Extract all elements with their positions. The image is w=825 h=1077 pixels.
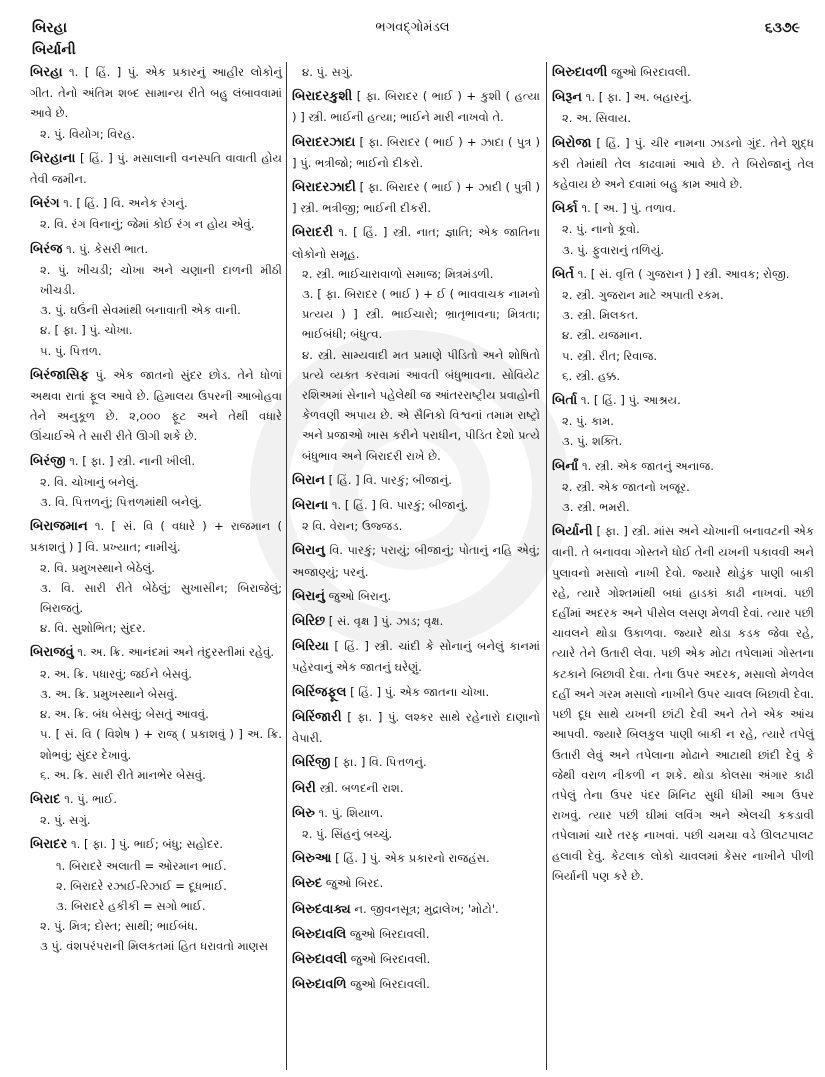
sense-definition: ૫. [ સં. વિ ( વિશેષ ) + રાજ્ ( પ્રકાશવું ) ] અ. ક્રિ. શોભવું; સુંદર દેખાવું. [40,727,282,762]
definition-text: વિ. પારકું; પરાયું; બીજાનું; પોતાનું નહિ એવું; અજાણ્યું; પરનું. [292,543,540,579]
sense-definition: ૩. વિ. પિત્તળનું; પિત્તળમાંથી બનેલું. [40,495,202,510]
definition-text: ૧. [ અ. ] પું. તળાવ. [581,201,676,216]
dictionary-entry [30,834,282,956]
entry-first-line [292,803,540,824]
sub-sense: ૧. બિરાદરે અલાતી = ઓરમાન ભાઈ. [56,858,227,873]
dictionary-entry [552,133,814,195]
definition-text: ૧. [ ફા. ] અ. બહારનું. [585,90,692,105]
headword: બિરાનું [292,588,325,604]
sense-definition: ૨. વિ. રંગ વિનાનું; જેમાં કોઈ રંગ ન હોય એવું. [40,217,255,232]
definition-text: ૧. [ સં. વૃત્તિ ( ગુજરાન ) ] સ્ત્રી. આવક; રોજી. [577,266,790,281]
definition-text: [ હિં. ] પું. એક જાતના ચોખા. [350,684,490,699]
sense-definition: ૩ પું. વંશપરંપરાની મિલકતમાં હિત ધરાવતો માણસ [40,939,269,954]
sense-definition: ૪. સ્ત્રી. સામ્યવાદી મત પ્રમાણે પીડિતો અને શોષિતો પ્રત્યે વ્યક્ત કરવામાં આવતી બંધુભાવના. સોવિયેટ રશિઅમાં સેનાને પહેલેથી જ આંતરરાષ્ટ્રીય પ્રવાહોની કેળવણી અપાય છે. એ સૈનિકો વિશ્વનાં તમામ રાષ્ટ્રો અને પ્રજાઓ ખાસ કરીને પરાધીન, પીડિત દેશો પ્રત્યે બંધુભાવ અને બિરાદરી રાખે છે. [302,347,540,463]
definition-text: ન. જીવનસૂત્ર; મુદ્રાલેખ; 'મોટો'. [354,901,499,916]
sense-definition: ૨. સ્ત્રી. ગુજરાન માટે અપાતી રકમ. [562,288,724,303]
dictionary-entry [552,62,814,83]
entry-first-line [292,848,540,869]
dictionary-entry [292,586,540,607]
entry-first-line [292,586,540,607]
sense-definition: ૬. સ્ત્રી. હક્ક. [562,368,621,383]
headword: બિરાનુ [292,543,325,559]
headword: બિરુદાવળી [552,65,608,80]
definition-text: [ ફા. ] પું. લશ્કર સાથે રહેનારો દાણાનો વેપારી. [292,709,540,746]
headword: બિર્યાની [552,524,593,540]
sense-definition: ૩. પું. ઘઉંની સેવમાંથી બનાવાતી એક વાની. [40,303,241,318]
entry-first-line [30,365,282,447]
dictionary-entry [552,87,814,128]
headword: બિર્તા [552,393,578,409]
headword: બિરહા [30,65,63,80]
entry-first-line [292,752,540,773]
dictionary-entry [292,222,540,465]
entry-first-line [552,456,814,477]
sense-definition: ૩. પું. શક્તિ. [562,434,623,449]
entry-first-line [552,198,814,219]
column-divider [286,62,287,1070]
dictionary-entry [30,642,282,784]
headword: બિર્નાં [552,458,579,474]
sense-definition: ૩. [ ફા. બિરાદર ( ભાઈ ) + ઈ ( ભાવવાચક નામનો પ્રત્યય ) ] સ્ત્રી. ભાઈચારો; ભ્રાતૃભાવના; મિત્રતા; ભાઈબંધી; બંધુત્વ. [302,287,540,342]
dictionary-entry [292,611,540,632]
entry-first-line [292,682,540,703]
sub-sense: ૩. બિરાદરે હકીકી = સગો ભાઈ. [56,898,206,913]
dictionary-entry [292,62,540,82]
column-divider [546,62,547,1070]
dictionary-entry [552,198,814,260]
sense-definition: ૨. પું. સગું. [40,813,91,828]
definition-text: જુઓ બિરદાવલી. [350,977,430,992]
definition-text: ૧. [ ફા. ] પું. ભાઈ; બંધુ; સહોદર. [70,837,224,852]
dictionary-entry [292,949,540,970]
definition-text: [ હિં. ] પું. ચીર નામના ઝાડનો ગુંદ. તેને શુદ્ધ કરી તેમાંથી તેલ કાઢવામાં આવે છે. તે બિરોજાનું તેલ કહેવાય છે અને દવામાં બહુ કામ આવે છે. [552,135,814,192]
sense-definition: ૪. સ્ત્રી. યજમાન. [562,328,643,343]
running-title: ભગવદ્ગોમંડલ [375,20,450,35]
dictionary-entry [292,924,540,945]
headword: બિરુ [292,805,315,821]
definition-text: ૧. [ હિં. ] વિ. અનેક રંગનું. [63,196,188,211]
definition-text: ૧. પું. કેસરી ભાત. [66,241,149,256]
page-number: ૬૩૭૯ [764,20,800,36]
dictionary-entry [292,540,540,581]
sense-definition: ૨. પું. વિયોગ; વિરહ. [40,126,136,141]
headword: બિરંજાસિફ [30,367,89,383]
headword: બિરાજમાન [30,519,88,535]
headword: બિરુદાવળિ [292,977,347,993]
definition-text: ૧. પું. ભાઈ. [64,791,117,806]
definition-text: [ હિં. ] સ્ત્રી. ચાંદી કે સોનાનું બનેલું કાનમાં પહેરવાનું એક જાતનું ઘરેણું. [292,639,540,675]
entry-first-line [292,949,540,970]
dictionary-entry [552,456,814,518]
column-3 [552,62,814,1070]
sense-definition: ૩. સ્ત્રી. મિલકત. [562,308,639,323]
definition-text: ૧. [ હિં. ] પું. એક પ્રકારનું આહીર લોકોનું ગીત. તેનો અંતિમ શબ્દ સામાન્ય રીતે બહુ લંબાવવામાં આવે છે. [30,65,283,121]
definition-text: [ ફા. ] સ્ત્રી. માંસ અને ચોખાની બનાવટની એક વાની. તે બનાવવા ગોસ્તને ધોઈ તેની યખની પકાવવી અને પુલાવનો મસાલો નાખી દેવો. જ્યારે થોડુંક પાણી બાકી રહે, ત્યારે ગોશ્તમાંથી બધાં હાડકાં કાઢી નાખવાં. પછી દહીંમાં અદરક અને પીસેલ લસણ મેળવી દેવાં. ત્યાર પછી ચાવલને થોડા ઉકાળવા. જ્યારે થોડા કડક જેવા રહે, ત્યારે તેને ઉતારી લેવા. પછી એક મોટા તપેલામાં ગોસ્તના કટકાને બિછાવી દેવા. તેના ઉપર અદરક, મસાલો મેળવેલ દહીં અને ગરમ મસાલો નાખીને ઉપર ચાવલ બિછાવી દેવા. પછી દૂધ સાથે યખની છાંટી દેવી અને તેને એક આંચ આપવી. જ્યારે બિલકુલ પાણી બાકી ન રહે, ત્યારે તપેલું ઉતારી લેવું અને તપેલાના મોઢાને આટાથી છાંદી દેવું કે જેથી વરાળ નીકળી ન શકે. થોડા કોલસા અંગાર કાઢી તપેલું તેના ઉપર પંદર મિનિટ સુધી ધીમી આગ ઉપર રાખવું. ત્યાર પછી ઘીમાં લવિંગ અને એલચી કકડાવી તપેલામાં ચારે તરફ નાખવાં. પછી ચમચા વડે ઊલટપાલટ હલાવી દેવું. કેટલાક લોકો ચાવલમાં કેસર નાખીને પીળી બિર્યાની પણ કરે છે. [552,524,815,883]
sense-definition: ૬. અ. ક્રિ. સારી રીતે માનભેર બેસવું. [40,767,206,782]
entry-first-line [30,148,282,189]
entry-first-line [292,132,540,173]
entry-first-line [292,86,540,127]
definition-text: પું. એક જાતનો સુંદર છોડ. તેને ધોળાં અથવા રાતાં ફૂલ આવે છે. હિમાલય ઉપરની આબોહવા તેને અનુકૂળ છે. ૨,૦૦૦ ફૂટ અને તેથી વધારે ઊંચાઈએ તે સારી રીતે ઊગી શકે છે. [30,367,283,444]
sense-definition: ૨. પું. ખીચડી; ચોખા અને ચણાની દાળની મીઠી ખીચડી. [40,262,282,298]
definition-text: [ ફા. બિરાદર ( ભાઈ ) + કુશી ( હત્યા ) ] સ્ત્રી. ભાઈની હત્યા; ભાઈને મારી નાખવો તે. [292,89,541,125]
headword: બિરાદ [30,791,61,807]
sense-definition: ૨. સ્ત્રી. એક જાતનો ખજૂર. [562,479,690,494]
headword: બિરુદાવલી [292,951,348,967]
headword: બિરાન [292,472,325,488]
headword: બિરિંજારી [292,709,342,725]
headword: બિરિયા [292,639,329,655]
dictionary-entry [292,899,540,920]
definition-text: [ હિં. ] પું. મસાલાની વનસ્પતિ વાવાતી હોય તેવી જમીન. [30,150,282,187]
dictionary-entry [30,516,282,638]
sense-definition: ૨ વિ. વેરાન; ઉજ્જડ. [302,519,403,534]
dictionary-entry [292,636,540,677]
entry-first-line [292,924,540,945]
entry-first-line [292,222,540,263]
dictionary-entry [292,470,540,491]
headword: બિરોજા [552,135,592,151]
headword: બિરંજી [30,453,66,469]
entry-first-line [292,540,540,581]
definition-text: [ ફા. બિરાદર ( ભાઈ ) + ઝાદી ( પુત્રી ) ] સ્ત્રી. ભત્રીજી; ભાઈની દીકરી. [292,180,540,216]
column-1 [30,62,282,1070]
entry-first-line [292,707,540,748]
entry-first-line [30,516,282,557]
headword: બિરાના [292,498,329,514]
dictionary-entry [292,682,540,703]
definition-text: ૧. [ ફા. ] સ્ત્રી. નાની ખીલી. [69,453,196,468]
dictionary-entry [292,132,540,173]
entry-first-line [292,611,540,632]
definition-text: જુઓ બિરદ. [325,876,384,891]
entry-first-line [30,62,282,124]
dictionary-entry [552,521,814,886]
entry-first-line [30,451,282,472]
headword: બિરિંજફૂલ [292,684,347,700]
entry-first-line [292,778,540,799]
headword: બિરાદરી [292,225,333,241]
headword: બિરુદ [292,876,323,892]
guide-word-first: બિરહા [32,20,68,36]
dictionary-entry [292,707,540,748]
definition-text: ૧. [ હિં. ] પું. આશ્રય. [580,393,681,408]
definition-text: સ્ત્રી. બળદની રાશ. [319,780,404,795]
entry-first-line [292,899,540,920]
sense-definition: ૪. અ. ક્રિ. બંધ બેસવું; બેસતું આવવું. [40,707,209,722]
dictionary-entry [292,495,540,536]
dictionary-entry [292,86,540,127]
headword: બિરૂન [552,90,582,106]
dictionary-entry [30,148,282,189]
sense-definition: ૩. પું. ફુવારાનું તળિયું. [562,242,665,257]
headword: બિરિંજી [292,755,331,771]
dictionary-entry [292,848,540,869]
dictionary-entry [30,451,282,513]
sense-definition: ૪. [ ફા. ] પું. ચોખા. [40,323,133,338]
sense-definition: ૪. વિ. સુશોભિત; સુંદર. [40,621,146,636]
dictionary-entry [292,873,540,894]
sense-definition: ૨. વિ. ચોખાનું બનેલું. [40,474,139,489]
headword: બિરાદરઝાદા [292,134,356,150]
dictionary-entry [552,390,814,452]
entry-first-line [30,834,282,855]
headword: બિરાદર [30,837,68,853]
definition-text: જુઓ બિરદાવલી. [611,65,691,79]
headword: બિરંગ [30,196,60,212]
entry-first-line [552,87,814,108]
sense-definition: ૨. વિ. પ્રમુખસ્થાને બેઠેલું. [40,560,155,575]
dictionary-entry [292,177,540,218]
dictionary-entry [30,789,282,830]
sense-definition: ૩. સ્ત્રી. ભમરી. [562,500,630,515]
entry-first-line [292,177,540,218]
definition-text: [ સં. વૃક્ષ ] પું. ઝાડ; વૃક્ષ. [328,614,444,629]
entry-first-line [292,495,540,516]
definition-text: ૧. અ. ક્રિ. આનંદમાં અને તંદુરસ્તીમાં રહેવું. [77,645,275,660]
dictionary-entry [292,752,540,773]
definition-text: [ હિં. ] પું. એક પ્રકારનો રાજહંસ. [335,851,490,866]
sense-definition: ૨. પું. મિત્ર; દોસ્ત; સાથી; ભાઈબંધ. [40,919,199,934]
sense-definition: ૫. પું. પિત્તળ. [40,343,102,358]
headword: બિરી [292,780,316,796]
dictionary-entry [30,193,282,234]
entry-first-line [552,390,814,411]
definition-text: ૧. પું. શિયાળ. [318,805,384,820]
sub-sense: ૨. બિરાદરે રઝાઈ-રિઝાઈ = દૂધભાઈ. [56,878,227,893]
dictionary-entry [30,62,282,144]
headword: બિરુદવાક્ય [292,901,351,917]
dictionary-columns [30,62,820,1072]
definition-text: ૧. સ્ત્રી. એક જાતનું અનાજ. [581,458,714,473]
entry-first-line [292,873,540,894]
headword: બિરંજ [30,241,63,257]
headword: બિરિછ [292,614,326,630]
sense-definition: ૨. પું. સિંહનું બચ્ચું. [302,826,393,841]
dictionary-entry [30,365,282,447]
entry-first-line [552,521,814,886]
sense-definition: ૩. અ. ક્રિ. પ્રમુખસ્થાને બેસવું. [40,686,178,701]
sense-definition: ૨. પું. નાનો કૂવો. [562,222,640,237]
definition-text: ૧. [ હિં. ] વિ. પારકું; બીજાનું. [331,498,469,513]
dictionary-entry [292,778,540,799]
page-header [0,10,825,60]
headword: બિરાદરકુશી [292,89,353,105]
definition-text: [ હિં. ] વિ. પારકું; બીજાનું. [328,472,452,487]
definition-text: [ ફા. બિરાદર ( ભાઈ ) + ઝાદા ( પુત્ર ) ] પું. ભત્રીજો; ભાઈનો દીકરો. [292,134,540,170]
definition-text: જુઓ બિરાનુ. [328,588,392,603]
entry-first-line [292,636,540,677]
dictionary-entry [292,974,540,995]
sense-definition: ૫. સ્ત્રી. રીત; રિવાજ. [562,348,658,363]
entry-first-line [30,239,282,260]
headword: બિરાજવું [30,645,74,661]
column-2 [292,62,540,1070]
entry-first-line [552,264,814,285]
entry-first-line [30,789,282,810]
definition-text: [ ફા. ] વિ. પિત્તળનું. [334,755,427,770]
entry-first-line [552,133,814,195]
sense-definition: ૩. વિ. સારી રીતે બેઠેલું; સુખાસીન; બિરાજેલું; બિરાજતું. [40,580,282,616]
definition-text: ૧. [ હિં. ] સ્ત્રી. નાત; જ્ઞાતિ; એક જાતિના લોકોનો સમૂહ. [292,225,540,261]
definition-text: જુઓ બિરદાવલી. [350,951,431,966]
sense-definition: ૨. અ. ક્રિ. પધારવું; જઈને બેસવું. [40,666,192,681]
entry-first-line [292,470,540,491]
definition-text: જુઓ બિરદાવલી. [349,926,430,941]
headword: બિરાદરઝાદી [292,180,356,196]
guide-word-last: બિર્યાની [32,42,76,58]
dictionary-entry [30,239,282,361]
definition-text: ૧. [ સં. વિ ( વધારે ) + રાજમાન ( પ્રકાશતું ) ] વિ. પ્રખ્યાત; નામીચું. [30,519,282,555]
headword: બિરુદાવલિ [292,926,347,942]
sense-definition: ૪. પું. સગું. [302,65,353,79]
headword: બિરુઆ [292,851,332,867]
entry-first-line [30,193,282,214]
sense-definition: ૨. સ્ત્રી. ભાઈચારાવાળો સમાજ; મિત્રમંડળી. [302,266,494,281]
dictionary-entry [552,264,814,386]
headword: બિરહાના [30,150,76,166]
sense-definition: ૨. અ. સિવાય. [562,111,632,126]
headword: બિર્કા [552,201,578,217]
entry-first-line [292,974,540,995]
sense-definition: ૨. પું. કામ. [562,414,614,429]
entry-first-line [552,62,814,83]
headword: બિર્ત [552,266,574,282]
entry-first-line [30,642,282,663]
dictionary-entry [292,803,540,844]
